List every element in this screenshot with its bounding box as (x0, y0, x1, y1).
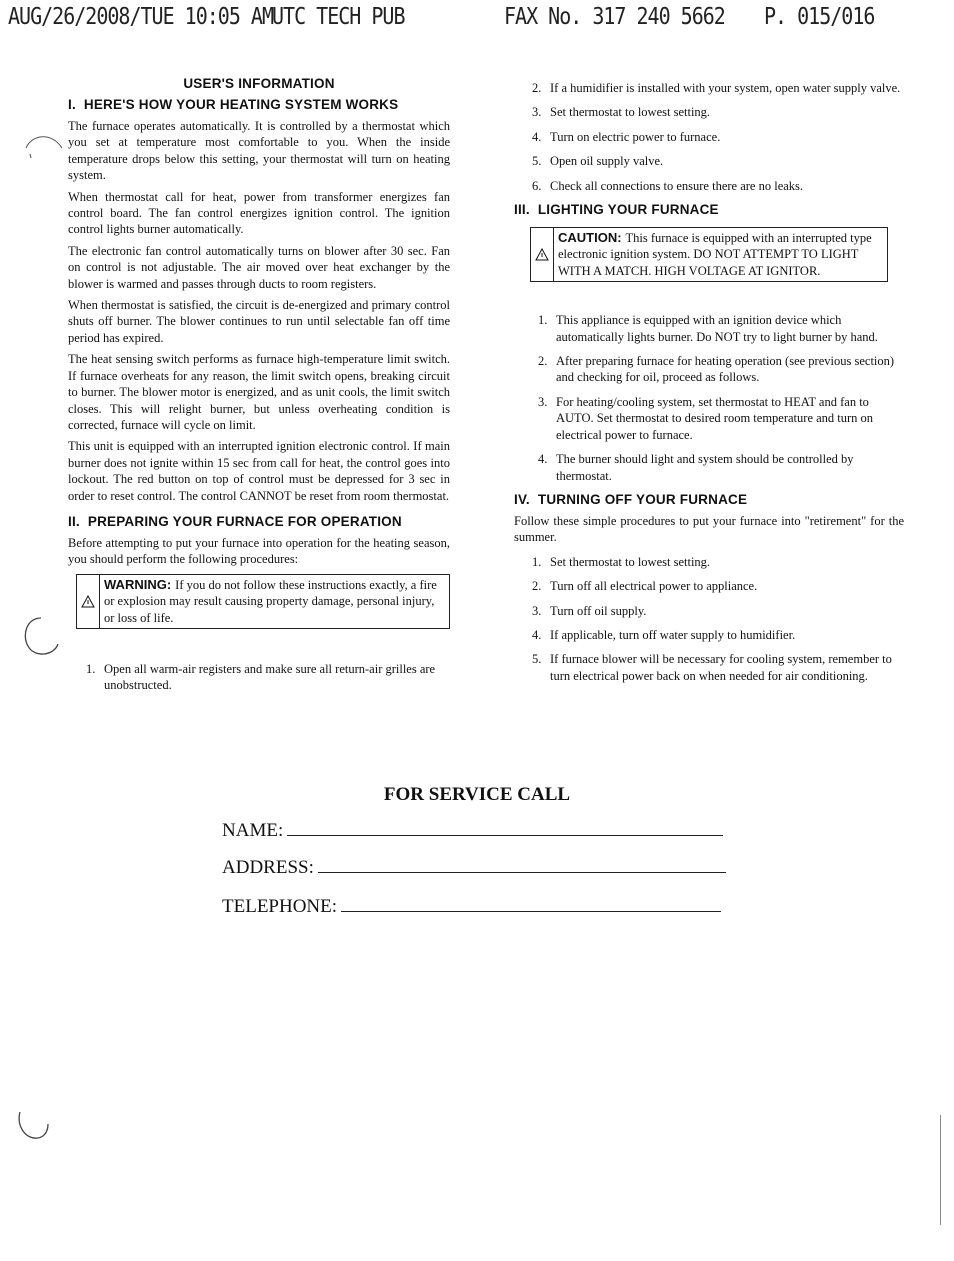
caution-label: CAUTION: (558, 230, 622, 246)
service-call-section (0, 784, 954, 806)
section-3-title: LIGHTING YOUR FURNACE (537, 202, 719, 218)
section-2-heading (68, 514, 450, 529)
section-2-steps-left (68, 661, 450, 694)
right-column (514, 80, 904, 692)
warning-text: If you do not follow these instructions exactly, a fire or explosion may result causing property damage, personal injury, or loss of life. (104, 577, 437, 625)
section-1-number: I. (68, 97, 76, 112)
address-label: ADDRESS: (222, 857, 314, 878)
page-edge-rule (940, 1115, 941, 1225)
telephone-label: TELEPHONE: (222, 896, 338, 917)
section-1-paragraph: When thermostat call for heat, power from transformer energizes fan control board. The fan control energizes ignition control. The ignition control lights burner automatically. (68, 189, 450, 237)
section-1-paragraph: The furnace operates automatically. It is controlled by a thermostat which you set at temperature most comfortable to you. When the inside temperature drops below this setting, your thermostat will turn on heating system. (68, 119, 450, 183)
list-item: 5. If furnace blower will be necessary for cooling system, remember to turn electrical power back on when needed for air conditioning. (532, 652, 892, 683)
caution-text-cell (554, 228, 887, 281)
section-3-number: III. (514, 202, 530, 218)
section-1-paragraph: The heat sensing switch performs as furnace high-temperature limit switch. If furnace overheats for any reason, the limit switch opens, breaking circuit to burner. The blower motor is energized, and as unit cools, the limit switch closes. This will relight burner, but unless overheating condition is corrected, furnace will cycle on limit. (68, 352, 450, 432)
section-4-intro: Follow these simple procedures to put your furnace into "retirement" for the summer. (514, 513, 904, 545)
list-item: 2. After preparing furnace for heating operation (see previous section) and checking for oil, proceed as follows. (538, 354, 895, 385)
name-label: NAME: (222, 820, 284, 841)
list-item: 3. For heating/cooling system, set thermostat to HEAT and fan to AUTO. Set thermostat to desired room temperature and turn on electrical power to furnace. (538, 394, 874, 442)
fax-number: FAX No. 317 240 5662 (504, 2, 725, 30)
section-4-steps (514, 554, 904, 684)
section-2-intro: Before attempting to put your furnace into operation for the heating season, you should perform the following procedures: (68, 535, 450, 567)
warning-label: WARNING: (104, 576, 172, 592)
list-item: 5. Open oil supply valve. (532, 154, 664, 169)
section-1-heading (68, 97, 450, 112)
section-4-title: TURNING OFF YOUR FURNACE (537, 491, 748, 507)
list-item: 4. Turn on electric power to furnace. (532, 129, 721, 144)
section-2-number: II. (68, 513, 80, 529)
address-blank-line[interactable] (318, 860, 726, 873)
list-item: 1. Set thermostat to lowest setting. (532, 554, 711, 569)
telephone-blank-line[interactable] (341, 899, 721, 912)
section-4-number: IV. (514, 491, 530, 507)
warning-text-cell (100, 575, 449, 628)
service-name-field (222, 820, 723, 842)
section-3-heading (514, 202, 904, 217)
left-column (68, 76, 450, 702)
fax-page-number: P. 015/016 (764, 2, 875, 30)
section-3-steps (520, 312, 904, 484)
fax-sender: UTC TECH PUB (272, 2, 405, 30)
fax-date-time: AUG/26/2008/TUE 10:05 AM (8, 2, 273, 30)
list-item: 2. Turn off all electrical power to appliance. (532, 579, 758, 594)
list-item: 2. If a humidifier is installed with your system, open water supply valve. (532, 81, 901, 95)
warning-triangle-icon (77, 575, 100, 628)
binder-hole-mark-top (22, 128, 72, 164)
section-1-paragraph: When thermostat is satisfied, the circuit is de-energized and primary control shuts off burner. The blower continues to run until selectable fan off time period has expired. (68, 298, 450, 345)
list-item: 3. Turn off oil supply. (532, 603, 647, 618)
list-item: 3. Set thermostat to lowest setting. (532, 105, 711, 120)
section-2-steps-right (514, 80, 904, 194)
name-blank-line[interactable] (287, 823, 723, 836)
caution-box (530, 227, 888, 282)
caution-text: This furnace is equipped with an interrupted type electronic ignition system. DO NOT ATTEMPT TO LIGHT WITH A MATCH. HIGH VOLTAGE AT IGNITOR. (558, 231, 872, 278)
list-item: 6. Check all connections to ensure there are no leaks. (532, 178, 804, 193)
caution-triangle-icon (531, 228, 554, 281)
fax-header (0, 2, 954, 34)
service-call-title: FOR SERVICE CALL (383, 784, 571, 805)
section-1-paragraph: This unit is equipped with an interrupted ignition electronic control. If main burner does not ignite within 15 sec from call for heat, the control goes into lockout. The red button on top of control must be depressed for 3 sec in order to reset control. The control CANNOT be reset from room thermostat. (68, 439, 450, 503)
list-item: 1. This appliance is equipped with an ignition device which automatically lights burner. Do NOT try to light burner by hand. (538, 313, 878, 344)
section-1-paragraph: The electronic fan control automatically turns on blower after 30 sec. Fan on control is not adjustable. The air moved over heat exchanger by the blower is warmed and passes through ducts to room registers. (68, 243, 450, 291)
list-item: 4. The burner should light and system should be controlled by thermostat. (538, 452, 854, 483)
binder-hole-mark-middle (18, 612, 64, 662)
users-information-title: USER'S INFORMATION (183, 76, 335, 91)
warning-box (76, 574, 450, 629)
section-4-heading (514, 492, 904, 507)
list-item: 1. Open all warm-air registers and make sure all return-air grilles are unobstructed. (86, 661, 436, 693)
service-telephone-field (222, 896, 721, 918)
section-2-title: PREPARING YOUR FURNACE FOR OPERATION (87, 513, 402, 529)
service-address-field (222, 857, 726, 879)
section-1-title: HERE'S HOW YOUR HEATING SYSTEM WORKS (83, 97, 399, 112)
binder-hole-mark-bottom (14, 1108, 60, 1148)
list-item: 4. If applicable, turn off water supply to humidifier. (532, 627, 796, 642)
